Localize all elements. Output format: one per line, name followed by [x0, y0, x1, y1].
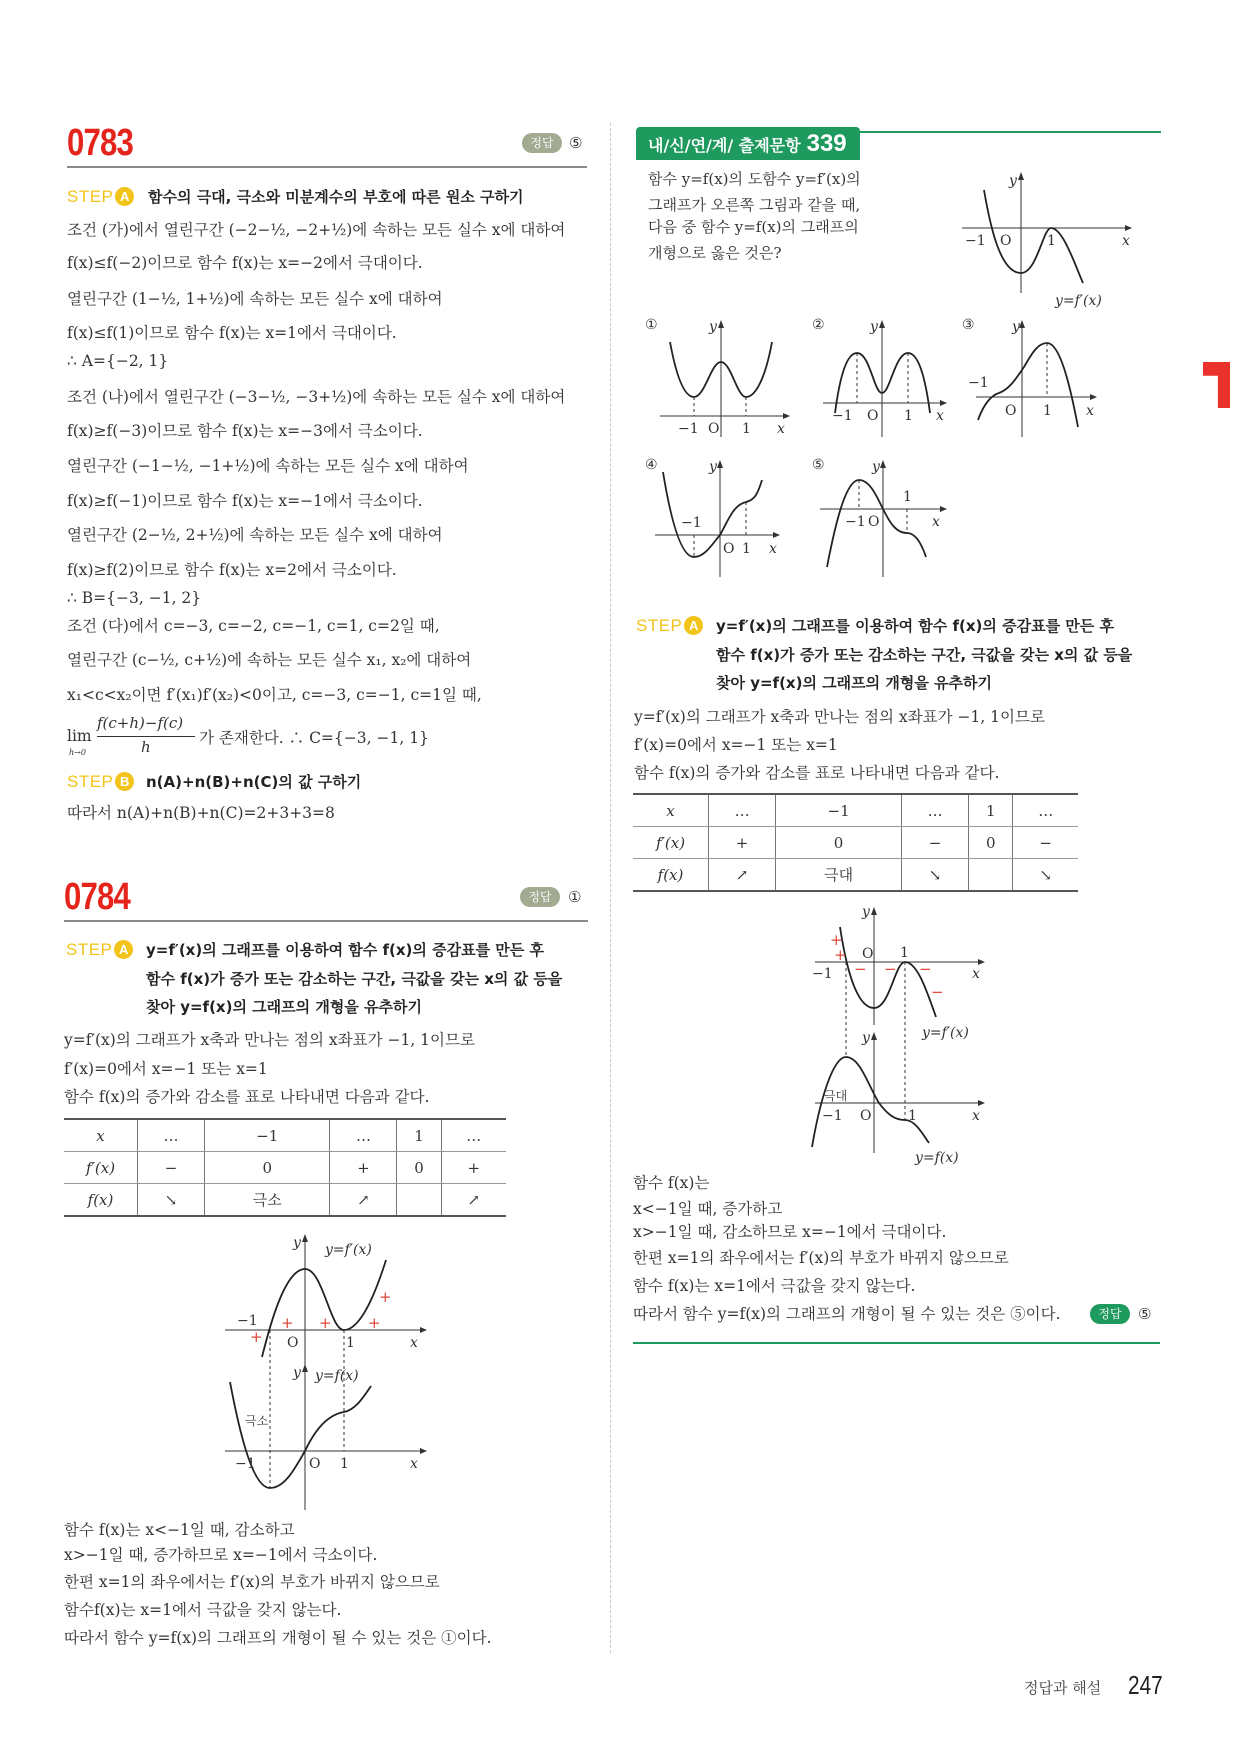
choice-number: ① — [645, 317, 658, 333]
increase-decrease-table — [633, 793, 1078, 892]
solution-line: 조건 (가)에서 열린구간 (−2−½, −2+½)에 속하는 모든 실수 x에 대하여 — [67, 221, 566, 239]
tick-label: −1 — [968, 375, 989, 391]
arrow-icon — [783, 413, 790, 419]
step-a-label: STEP A — [67, 186, 134, 208]
tick-label: 1 — [1043, 403, 1052, 419]
step-a-title: 찾아 y=f(x)의 그래프의 개형을 유추하기 — [716, 674, 993, 692]
y-label: y — [709, 319, 717, 335]
arrow-icon — [1018, 172, 1024, 180]
origin-label: O — [860, 1108, 872, 1124]
conclusion-line: 함수f(x)는 x=1에서 극값을 갖지 않는다. — [64, 1601, 342, 1619]
question-line: 그래프가 오른쪽 그림과 같을 때, — [648, 196, 861, 214]
step-b-title: n(A)+n(B)+n(C)의 값 구하기 — [146, 773, 362, 791]
solution-line: f(x)≤f(1)이므로 함수 f(x)는 x=1에서 극대이다. — [67, 324, 397, 342]
table-row: f′(x) − 0 + 0 + — [64, 1152, 506, 1184]
arrow-icon — [1125, 225, 1132, 231]
tick-label: −1 — [678, 421, 699, 437]
limit-numerator: f(c+h)−f(c) — [97, 714, 184, 732]
arrow-icon — [420, 1327, 427, 1333]
arrow-icon — [1090, 394, 1097, 400]
arrow-icon — [420, 1448, 427, 1454]
solution-line: 조건 (나)에서 열린구간 (−3−½, −3+½)에 속하는 모든 실수 x에 대하여 — [67, 388, 566, 406]
f-label: y=f(x) — [315, 1368, 359, 1384]
tick-label: 1 — [908, 1108, 917, 1124]
tick-label: 1 — [742, 421, 751, 437]
minus-sign: − — [884, 960, 897, 978]
solution-line: ∴ B={−3, −1, 2} — [67, 589, 202, 607]
fprime-curve — [984, 190, 1083, 283]
f-label: y=f(x) — [915, 1150, 959, 1166]
choice-4[interactable] — [645, 455, 795, 583]
question-line: 개형으로 옳은 것은? — [648, 244, 782, 262]
arrow-icon — [717, 460, 723, 468]
arrow-icon — [940, 400, 947, 406]
conclusion-line: 함수 f(x)는 x<−1일 때, 감소하고 — [64, 1521, 295, 1539]
step-b-label: STEP B — [67, 771, 134, 793]
arrow-icon — [773, 532, 780, 538]
choice-3[interactable] — [962, 315, 1112, 443]
tick-label: −1 — [965, 233, 986, 249]
tick-label: −1 — [237, 1313, 258, 1329]
page-number: 247 — [1128, 1670, 1163, 1700]
solution-line: 함수 f(x)의 증가와 감소를 표로 나타내면 다음과 같다. — [634, 764, 1000, 782]
solution-line: 열린구간 (c−½, c+½)에 속하는 모든 실수 x₁, x₂에 대하여 — [67, 651, 472, 669]
plus-sign: + — [379, 1288, 392, 1306]
answer-value: ⑤ — [1138, 1305, 1152, 1323]
origin-label: O — [867, 408, 879, 424]
solution-line: y=f′(x)의 그래프가 x축과 만나는 점의 x좌표가 −1, 1이므로 — [64, 1031, 475, 1049]
solution-line: f(x)≥f(−1)이므로 함수 f(x)는 x=−1에서 극소이다. — [67, 492, 423, 510]
arrow-icon — [718, 320, 724, 328]
footer-label: 정답과 해설 — [1024, 1679, 1102, 1697]
step-a-label: STEP A — [636, 615, 703, 637]
conclusion-line: 함수 f(x)는 x=1에서 극값을 갖지 않는다. — [633, 1277, 916, 1295]
chapter-tab — [1203, 362, 1230, 408]
answer-badge: 정답 — [1090, 1304, 1130, 1324]
extremum-label: 극소 — [245, 1414, 269, 1428]
answer-value: ① — [568, 888, 582, 906]
solution-line: f′(x)=0에서 x=−1 또는 x=1 — [64, 1060, 268, 1078]
tick-label: 1 — [903, 489, 912, 505]
origin-label: O — [862, 946, 874, 962]
fprime-label: y=f′(x) — [922, 1025, 969, 1041]
step-a-title: 함수 f(x)가 증가 또는 감소하는 구간, 극값을 갖는 x의 값 등을 — [716, 646, 1133, 664]
solution-line: f′(x)=0에서 x=−1 또는 x=1 — [634, 736, 838, 754]
arrow-icon — [871, 1032, 877, 1040]
column-divider — [610, 123, 611, 1653]
origin-label: O — [309, 1456, 321, 1472]
solution-line: 열린구간 (−1−½, −1+½)에 속하는 모든 실수 x에 대하여 — [67, 457, 469, 475]
x-label: x — [777, 421, 785, 437]
table-row: f(x) ↗ 극대 ↘ ↘ — [633, 859, 1078, 892]
limit-rest: 가 존재한다. ∴ C={−3, −1, 1} — [199, 729, 429, 747]
problem-number: 0784 — [64, 876, 131, 918]
tick-label: −1 — [812, 966, 833, 982]
conclusion-line: x>−1일 때, 감소하므로 x=−1에서 극대이다. — [633, 1223, 947, 1241]
arrow-icon — [879, 320, 885, 328]
minus-sign: − — [931, 983, 944, 1001]
choice-number: ② — [812, 317, 825, 333]
fraction-bar — [97, 736, 195, 737]
tick-label: 1 — [904, 408, 913, 424]
step-a-title: 함수 f(x)가 증가 또는 감소하는 구간, 극값을 갖는 x의 값 등을 — [146, 970, 563, 988]
x-label: x — [1122, 233, 1130, 249]
y-label: y — [709, 459, 717, 475]
solution-line: f(x)≤f(−2)이므로 함수 f(x)는 x=−2에서 극대이다. — [67, 254, 423, 272]
graph-0784 — [215, 1230, 445, 1520]
header-rule — [860, 131, 1161, 133]
f-curve — [230, 1382, 371, 1488]
origin-label: O — [868, 514, 880, 530]
arrow-icon — [940, 506, 947, 512]
conclusion-line: 함수 f(x)는 — [633, 1174, 710, 1192]
tick-label: 1 — [340, 1456, 349, 1472]
x-label: x — [972, 966, 980, 982]
arrow-icon — [978, 1100, 985, 1106]
table-row: f′(x) + 0 − 0 − — [633, 827, 1078, 859]
x-label: x — [410, 1335, 418, 1351]
limit-sub: h→0 — [69, 748, 86, 757]
solution-line: x₁<c<x₂이면 f′(x₁)f′(x₂)<0이고, c=−3, c=−1, c=1일 때, — [67, 686, 482, 704]
arrow-icon — [978, 959, 985, 965]
x-label: x — [932, 514, 940, 530]
x-label: x — [936, 408, 944, 424]
heading-rule — [64, 920, 588, 922]
choice-number: ④ — [645, 457, 658, 473]
choice-2[interactable] — [812, 315, 962, 443]
tick-label: −1 — [235, 1456, 256, 1472]
linked-problem-header: 내/신/연/계/ 출제문항 339 — [636, 127, 860, 160]
plus-sign: + — [368, 1314, 381, 1332]
solution-line: 함수 f(x)의 증가와 감소를 표로 나타내면 다음과 같다. — [64, 1088, 430, 1106]
solution-line: y=f′(x)의 그래프가 x축과 만나는 점의 x좌표가 −1, 1이므로 — [634, 708, 1045, 726]
tick-label: −1 — [681, 515, 702, 531]
limit-expression — [67, 714, 567, 760]
tick-label: −1 — [822, 1108, 843, 1124]
plus-sign: + — [250, 1328, 263, 1346]
limit-lim: lim — [67, 727, 92, 745]
section-end-rule — [633, 1342, 1160, 1344]
origin-label: O — [1005, 403, 1017, 419]
tick-label: 1 — [742, 541, 751, 557]
y-label: y — [1012, 319, 1020, 335]
plus-sign: + — [281, 1314, 294, 1332]
arrow-icon — [302, 1234, 308, 1242]
origin-label: O — [708, 421, 720, 437]
x-label: x — [410, 1456, 418, 1472]
solution-line: ∴ A={−2, 1} — [67, 352, 169, 370]
choice-1[interactable] — [645, 315, 795, 443]
tick-label: 1 — [900, 945, 909, 961]
table-row: f(x) ↘ 극소 ↗ ↗ — [64, 1184, 506, 1217]
table-row: x … −1 … 1 … — [64, 1119, 506, 1152]
curve — [978, 343, 1078, 427]
minus-sign: − — [919, 960, 932, 978]
choice-number: ③ — [962, 317, 975, 333]
answer-value: ⑤ — [569, 134, 583, 152]
choice-number: ⑤ — [812, 457, 825, 473]
final-line: 따라서 n(A)+n(B)+n(C)=2+3+3=8 — [67, 804, 335, 822]
fprime-label: y=f′(x) — [325, 1242, 372, 1258]
tick-label: 1 — [346, 1335, 355, 1351]
conclusion-line: 따라서 함수 y=f(x)의 그래프의 개형이 될 수 있는 것은 ①이다. — [64, 1629, 492, 1647]
conclusion-line: 한편 x=1의 좌우에서는 f′(x)의 부호가 바뀌지 않으므로 — [633, 1249, 1009, 1267]
y-label: y — [872, 459, 880, 475]
solution-line: 열린구간 (1−½, 1+½)에 속하는 모든 실수 x에 대하여 — [67, 290, 443, 308]
plus-sign: + — [319, 1314, 332, 1332]
plus-sign: + — [834, 946, 847, 964]
conclusion-line: x<−1일 때, 증가하고 — [633, 1200, 783, 1218]
arrow-icon — [871, 907, 877, 915]
tick-label: 1 — [1047, 233, 1056, 249]
answer-badge: 정답 — [522, 133, 562, 153]
tick-label: −1 — [832, 408, 853, 424]
fprime-label: y=f′(x) — [1055, 293, 1102, 309]
y-label: y — [293, 1235, 301, 1251]
extremum-label: 극대 — [824, 1089, 848, 1103]
origin-label: O — [723, 541, 735, 557]
y-label: y — [293, 1365, 301, 1381]
choice-5[interactable] — [812, 455, 962, 583]
plus-sign: + — [830, 931, 843, 949]
step-a-title: 찾아 y=f(x)의 그래프의 개형을 유추하기 — [146, 998, 423, 1016]
conclusion-line: 한편 x=1의 좌우에서는 f′(x)의 부호가 바뀌지 않으므로 — [64, 1573, 440, 1591]
y-label: y — [862, 1030, 870, 1046]
arrow-icon — [302, 1364, 308, 1372]
increase-decrease-table — [64, 1118, 506, 1217]
x-label: x — [769, 541, 777, 557]
conclusion-line: 따라서 함수 y=f(x)의 그래프의 개형이 될 수 있는 것은 ⑤이다. — [633, 1305, 1061, 1323]
solution-line: f(x)≥f(2)이므로 함수 f(x)는 x=2에서 극소이다. — [67, 561, 397, 579]
limit-denominator: h — [141, 738, 151, 756]
answer-badge: 정답 — [520, 887, 560, 907]
y-label: y — [870, 319, 878, 335]
step-a-label: STEP A — [66, 939, 133, 961]
question-line: 다음 중 함수 y=f(x)의 그래프의 — [648, 218, 859, 236]
y-label: y — [862, 904, 870, 920]
x-label: x — [1086, 403, 1094, 419]
step-a-title: y=f′(x)의 그래프를 이용하여 함수 f(x)의 증감표를 만든 후 — [716, 617, 1114, 635]
table-row: x … −1 … 1 … — [633, 794, 1078, 827]
fprime-curve — [262, 1260, 386, 1357]
tick-label: −1 — [845, 514, 866, 530]
graph-339 — [800, 900, 1040, 1170]
arrow-icon — [880, 460, 886, 468]
step-a-title: y=f′(x)의 그래프를 이용하여 함수 f(x)의 증감표를 만든 후 — [146, 941, 544, 959]
question-graph — [955, 165, 1145, 310]
x-label: x — [972, 1108, 980, 1124]
y-label: y — [1009, 173, 1017, 189]
problem-number: 0783 — [67, 122, 134, 164]
conclusion-line: x>−1일 때, 증가하므로 x=−1에서 극소이다. — [64, 1546, 378, 1564]
origin-label: O — [1000, 233, 1012, 249]
heading-rule — [67, 166, 587, 168]
minus-sign: − — [854, 960, 867, 978]
step-a-title: 함수의 극대, 극소와 미분계수의 부호에 따른 원소 구하기 — [148, 188, 524, 206]
question-line: 함수 y=f(x)의 도함수 y=f′(x)의 — [648, 170, 861, 188]
solution-line: 열린구간 (2−½, 2+½)에 속하는 모든 실수 x에 대하여 — [67, 526, 443, 544]
origin-label: O — [287, 1335, 299, 1351]
solution-line: f(x)≥f(−3)이므로 함수 f(x)는 x=−3에서 극소이다. — [67, 422, 423, 440]
solution-line: 조건 (다)에서 c=−3, c=−2, c=−1, c=1, c=2일 때, — [67, 617, 440, 635]
